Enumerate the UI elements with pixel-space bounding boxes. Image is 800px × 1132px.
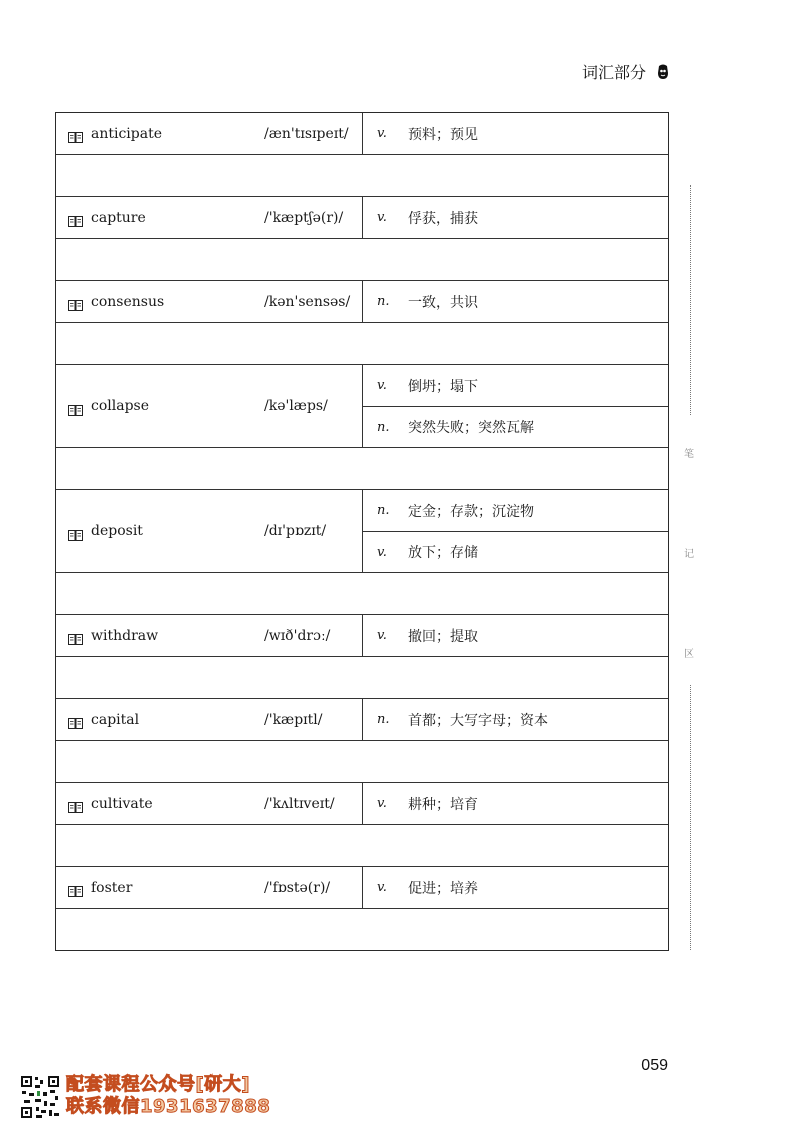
meaning: 耕种；培育 [408, 796, 478, 813]
phonetic: /'kʌltɪveɪt/ [264, 795, 335, 812]
phonetic: /wɪð'drɔː/ [264, 627, 331, 644]
part-of-speech: v. [377, 544, 387, 560]
part-of-speech: n. [377, 419, 390, 435]
blank-note-row[interactable] [56, 323, 668, 364]
headword: deposit [91, 523, 143, 539]
part-of-speech: v. [377, 628, 387, 643]
vocab-entry [56, 615, 668, 699]
headword: capture [91, 209, 146, 226]
phonetic: /dɪ'pɒzɪt/ [264, 523, 327, 539]
phonetic: /'kæpɪtl/ [264, 711, 323, 728]
vocab-entry [56, 699, 668, 783]
vocab-entry [56, 113, 668, 197]
notes-label-char: 笔 [684, 449, 694, 460]
senses-cell [363, 699, 668, 740]
book-icon [68, 630, 83, 641]
entry-main-row [56, 699, 668, 741]
headword: foster [91, 879, 133, 896]
word-cell [56, 867, 363, 908]
blank-note-row[interactable] [56, 909, 668, 950]
sense-row [363, 281, 668, 322]
book-icon [68, 401, 83, 412]
entry-main-row [56, 365, 668, 448]
phonetic: /kə'læps/ [264, 398, 328, 414]
vocab-entry [56, 281, 668, 365]
senses-cell [363, 113, 668, 154]
meaning: 定金；存款；沉淀物 [408, 503, 534, 520]
sense-row [363, 699, 668, 740]
book-icon [68, 798, 83, 809]
part-of-speech: v. [377, 880, 387, 895]
headword: anticipate [91, 125, 163, 142]
entry-main-row [56, 783, 668, 825]
meaning: 一致，共识 [408, 294, 478, 311]
blank-note-row[interactable] [56, 741, 668, 782]
senses-cell [363, 867, 668, 908]
word-cell [56, 113, 363, 154]
blank-note-row[interactable] [56, 657, 668, 698]
senses-cell [363, 490, 668, 572]
entry-main-row [56, 867, 668, 909]
notes-label-char: 区 [684, 649, 694, 660]
vocab-entry [56, 867, 668, 950]
meaning: 预料；预见 [408, 126, 478, 143]
vocab-entry [56, 783, 668, 867]
headword: collapse [91, 398, 150, 414]
notes-divider-line [690, 185, 691, 415]
headword: cultivate [91, 795, 153, 812]
senses-cell [363, 281, 668, 322]
word-cell [56, 490, 363, 572]
meaning: 撤回；提取 [408, 628, 478, 645]
book-icon [68, 128, 83, 139]
entry-main-row [56, 281, 668, 323]
blank-note-row[interactable] [56, 825, 668, 866]
promo-banner [66, 1074, 270, 1118]
headword: consensus [91, 293, 165, 310]
entry-main-row [56, 490, 668, 573]
senses-cell [363, 783, 668, 824]
promo-line: 联系微信1931637888 [66, 1096, 271, 1117]
part-of-speech: n. [377, 503, 390, 518]
book-icon [68, 212, 83, 223]
page-number: 059 [641, 1057, 668, 1074]
promo-line: 配套课程公众号[研大] [66, 1074, 250, 1095]
vocab-entry [56, 197, 668, 281]
book-icon [68, 882, 83, 893]
meaning: 俘获，捕获 [408, 210, 478, 227]
headword: withdraw [91, 627, 159, 644]
word-cell [56, 699, 363, 740]
book-icon [68, 526, 83, 537]
sense-row [363, 365, 668, 406]
part-of-speech: v. [377, 210, 387, 225]
vocab-entry [56, 490, 668, 615]
phonetic: /'fɒstə(r)/ [264, 879, 331, 896]
word-cell [56, 365, 363, 447]
part-of-speech: v. [377, 796, 387, 811]
sense-row [363, 531, 668, 572]
qr-code-icon[interactable] [20, 1075, 60, 1119]
word-cell [56, 615, 363, 656]
meaning: 放下；存储 [408, 545, 478, 561]
section-title: 词汇部分 [581, 63, 646, 82]
sense-row [363, 406, 668, 447]
word-cell [56, 281, 363, 322]
part-of-speech: n. [377, 294, 390, 309]
notes-label-char: 记 [684, 549, 694, 560]
meaning: 促进；培养 [408, 880, 478, 897]
part-of-speech: v. [377, 126, 387, 141]
entry-main-row [56, 615, 668, 657]
sense-row [363, 783, 668, 824]
book-icon [68, 296, 83, 307]
book-icon [68, 714, 83, 725]
mascot-icon [656, 64, 670, 80]
part-of-speech: v. [377, 378, 387, 393]
sense-row [363, 615, 668, 656]
phonetic: /æn'tɪsɪpeɪt/ [264, 125, 349, 142]
entry-main-row [56, 113, 668, 155]
sense-row [363, 197, 668, 238]
entry-main-row [56, 197, 668, 239]
page-header [582, 60, 670, 83]
phonetic: /kən'sensəs/ [264, 293, 351, 310]
senses-cell [363, 615, 668, 656]
meaning: 突然失败；突然瓦解 [408, 420, 534, 436]
phonetic: /'kæptʃə(r)/ [264, 209, 344, 226]
part-of-speech: n. [377, 712, 390, 727]
sense-row [363, 113, 668, 154]
senses-cell [363, 197, 668, 238]
meaning: 倒坍；塌下 [408, 378, 478, 395]
blank-note-row[interactable] [56, 448, 668, 489]
blank-note-row[interactable] [56, 155, 668, 196]
word-cell [56, 783, 363, 824]
sense-row [363, 490, 668, 531]
meaning: 首都；大写字母；资本 [408, 712, 548, 729]
senses-cell [363, 365, 668, 447]
blank-note-row[interactable] [56, 239, 668, 280]
headword: capital [91, 711, 140, 728]
sense-row [363, 867, 668, 908]
notes-divider-line [690, 685, 691, 950]
vocab-entry [56, 365, 668, 490]
vocabulary-table [55, 112, 669, 951]
word-cell [56, 197, 363, 238]
blank-note-row[interactable] [56, 573, 668, 614]
